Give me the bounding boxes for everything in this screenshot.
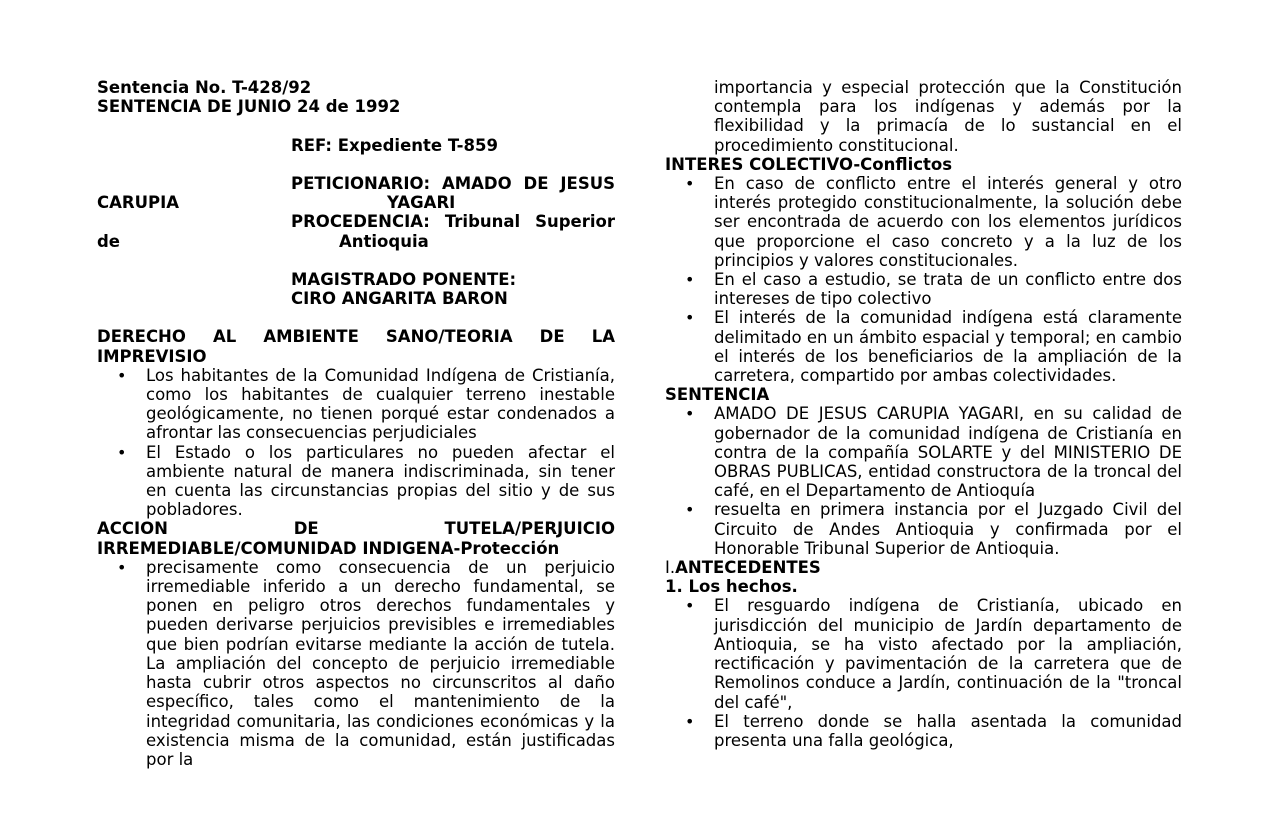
left-column — [97, 78, 615, 769]
list-item — [665, 404, 1182, 500]
heading-sentencia: SENTENCIA — [665, 385, 770, 405]
bullet-text: Los habitantes de la Comunidad Indígena de Cristianía, como los habitantes de cualquier terreno inestable geológicamente, no tienen porqué estar condenados a afrontar las consecuencias perjudiciales — [146, 365, 615, 443]
bullet-text: El Estado o los particulares no pueden afectar el ambiente natural de manera indiscriminada, sin tener en cuenta las circunstancias propias del sitio y de sus pobladores. — [146, 442, 615, 520]
heading-derecho-ambiente: DERECHO AL AMBIENTE SANO/TEORIA DE LA IMPREVISIO — [97, 327, 615, 366]
procedencia-line-2 — [97, 232, 615, 251]
continuation-text: importancia y especial protección que la Constitución contempla para los indígenas y además por la flexibilidad y la primacía de lo sustancial en el procedimiento constitucional. — [714, 78, 1182, 155]
bullet-text: AMADO DE JESUS CARUPIA YAGARI, en su calidad de gobernador de la comunidad indígena de Cristianía en contra de la compañía SOLARTE y del MINISTERIO DE OBRAS PUBLICAS, entidad constructora de la troncal del café, en el Departamento de Antioquía — [714, 404, 1182, 501]
list-item — [665, 596, 1182, 711]
bullet-icon: • — [685, 174, 695, 194]
bullet-icon: • — [685, 500, 695, 520]
petitioner-surname-1: CARUPIA — [97, 193, 179, 213]
heading-los-hechos: 1. Los hechos. — [665, 577, 798, 597]
bullet-text: El interés de la comunidad indígena está claramente delimitado en un ámbito espacial y temporal; en cambio el interés de los beneficiarios de la ampliación de la carretera, compartido por ambas colectividades. — [714, 308, 1182, 386]
heading-interes-colectivo: INTERES COLECTIVO-Conflictos — [665, 154, 953, 174]
list-item — [665, 308, 1182, 385]
bullet-text: En caso de conflicto entre el interés general y otro interés protegido constitucionalmente, la solución debe ser encontrada de acuerdo con los elementos jurídicos que proporcione el caso concreto y a la luz de los principios y valores constitucionales. — [714, 174, 1182, 270]
bullet-text: El resguardo indígena de Cristianía, ubicado en jurisdicción del municipio de Jardín departamento de Antioquia, se ha visto afectado por la ampliación, rectificación y pavimentación de la carretera que de Remolinos conduce a Jardín, continuación de la "troncal del café", — [714, 596, 1182, 712]
bullet-icon: • — [685, 308, 695, 328]
list-item — [97, 366, 615, 443]
bullet-icon: • — [685, 270, 695, 290]
right-column — [665, 78, 1182, 750]
heading-accion-tutela: ACCION DE TUTELA/PERJUICIO IRREMEDIABLE/COMUNIDAD INDIGENA-Protección — [97, 519, 615, 558]
petitioner-line-1: PETICIONARIO: AMADO DE JESUS — [291, 173, 615, 193]
bullet-icon: • — [685, 596, 695, 616]
section-title: ANTECEDENTES — [675, 558, 821, 578]
bullet-text: En el caso a estudio, se trata de un conflicto entre dos intereses de tipo colectivo — [714, 270, 1182, 309]
section-number: I. — [665, 558, 676, 578]
list-item — [665, 270, 1182, 308]
petitioner-surname-2: YAGARI — [387, 193, 456, 213]
ruling-date: SENTENCIA DE JUNIO 24 de 1992 — [97, 97, 401, 117]
bullet-icon: • — [117, 557, 127, 577]
list-item — [665, 500, 1182, 558]
bullet-text: El terreno donde se halla asentada la comunidad presenta una falla geológica, — [714, 711, 1182, 750]
bullet-text: resuelta en primera instancia por el Juzgado Civil del Circuito de Andes Antioquia y confirmada por el Honorable Tribunal Superior de Antioquia. — [714, 500, 1182, 558]
case-number: Sentencia No. T-428/92 — [97, 78, 312, 97]
bullet-icon: • — [685, 404, 695, 424]
magistrado-name: CIRO ANGARITA BARON — [291, 289, 508, 309]
procedencia-line-1: PROCEDENCIA: Tribunal Superior — [291, 212, 615, 232]
list-item — [665, 712, 1182, 750]
procedencia-place: Antioquia — [339, 231, 429, 251]
heading-antecedentes — [665, 558, 1182, 577]
reference: REF: Expediente T-859 — [291, 135, 498, 155]
list-item — [97, 558, 615, 769]
procedencia-de: de — [97, 231, 121, 251]
list-item — [665, 174, 1182, 270]
list-item — [97, 443, 615, 520]
bullet-text: precisamente como consecuencia de un perjuicio irremediable inferido a un derecho fundamental, se ponen en peligro otros derechos fundamentales y pueden derivarse perjuicios previsibles e irremediables que bien podrían evitarse mediante la acción de tutela. La ampliación del concepto de perjuicio irremediable hasta cubrir otros aspectos no circunscritos al daño específico, tales como el mantenimiento de la integridad comunitaria, las condiciones económicas y la existencia misma de la comunidad, están justificadas por la — [146, 557, 615, 769]
bullet-icon: • — [117, 442, 127, 462]
petitioner-line-2 — [97, 193, 615, 212]
magistrado-label: MAGISTRADO PONENTE: — [291, 269, 517, 289]
bullet-icon: • — [117, 365, 127, 385]
bullet-icon: • — [685, 711, 695, 731]
